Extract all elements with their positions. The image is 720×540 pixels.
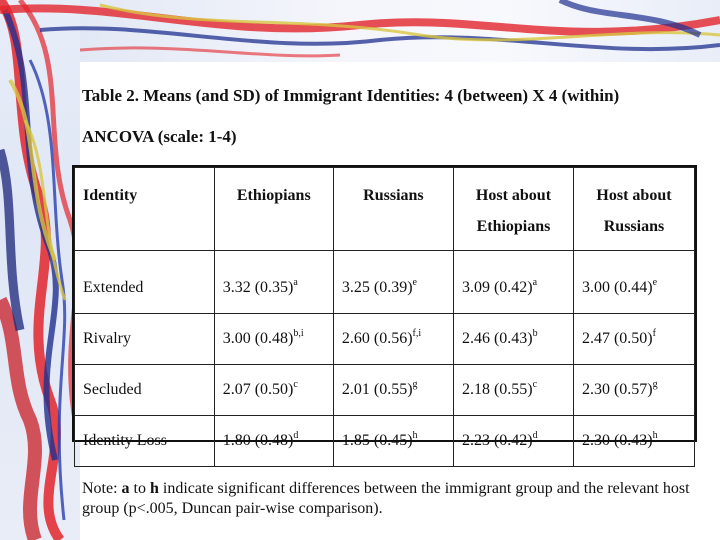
header-ethiopians: Ethiopians [214,168,333,251]
header-identity: Identity [75,168,215,251]
table-header-row [75,168,695,251]
table-cell: 2.01 $(0.55)^g$ [333,365,453,416]
table-cell: 2.18 $(0.55)^c$ [453,365,573,416]
row-label: Extended [75,251,215,314]
row-label: Identity Loss [75,416,215,467]
table-cell: 3.00 $(0.44)^e$ [573,251,694,314]
table-row-secluded [75,365,695,416]
row-label: Rivalry [75,314,215,365]
header-host-about-russians: Host about Russians [573,168,694,251]
table-row-rivalry [75,314,695,365]
table-cell: 2.47 $(0.50)^f$ [573,314,694,365]
table-cell: 2.30 $(0.57)^g$ [573,365,694,416]
table-footnote: Note: a to h indicate significant differences between the immigrant group and the relevant host group (p<.005, Duncan pair-wise comparison). [82,480,690,517]
table-row-identity-loss [75,416,695,467]
table-cell: 2.30 $(0.43)^h$ [573,416,694,467]
table-cell: 2.07 $(0.50)^c$ [214,365,333,416]
row-label: Secluded [75,365,215,416]
header-russians: Russians [333,168,453,251]
table-cell: 3.25 $(0.39)^e$ [333,251,453,314]
table-cell: 1.80 $(0.48)^d$ [214,416,333,467]
header-host-about-ethiopians: Host about Ethiopians [453,168,573,251]
table-cell: 3.09 $(0.42)^a$ [453,251,573,314]
table-cell: 3.32 $(0.35)^a$ [214,251,333,314]
table-title: Table 2. Means (and SD) of Immigrant Identities: 4 (between) X 4 (within) [82,86,620,105]
means-table [74,167,695,467]
table-cell: 2.23 $(0.42)^d$ [453,416,573,467]
table-cell: 2.60 $(0.56)^{f,i}$ [333,314,453,365]
table-cell: 2.46 $(0.43)^b$ [453,314,573,365]
table-subtitle: ANCOVA (scale: 1-4) [82,127,237,146]
table-row-extended [75,251,695,314]
table-cell: 3.00 $(0.48)^{b,i}$ [214,314,333,365]
table-cell: 1.85 $(0.45)^h$ [333,416,453,467]
data-table-container [72,165,697,449]
